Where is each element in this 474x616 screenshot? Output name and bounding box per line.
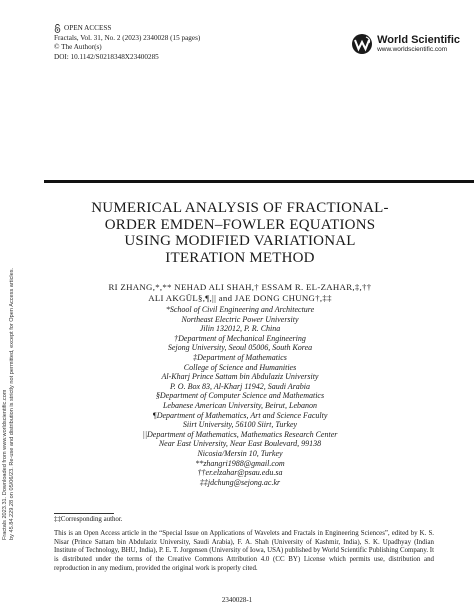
- affiliation-group: [40, 305, 440, 334]
- affiliation-group: [40, 459, 440, 488]
- email-link[interactable]: ††er.elzahar@psau.edu.sa: [197, 468, 283, 478]
- affiliation-group: [40, 391, 440, 410]
- page-number: 2340028-1: [221, 596, 253, 604]
- affiliation-line: P. O. Box 83, Al-Kharj 11942, Saudi Arabia: [169, 381, 311, 391]
- watermark-line-2: by 45.84.229.28 on 05/06/23. Re-use and distribution is strictly not permitted, except for Open Access articles.: [9, 267, 15, 540]
- copyright-line: © The Author(s): [54, 43, 102, 52]
- title-line: USING MODIFIED VARIATIONAL: [124, 233, 356, 249]
- doi-link[interactable]: DOI: 10.1142/S0218348X23400285: [54, 52, 159, 61]
- affiliation-line: Nicosia/Mersin 10, Turkey: [197, 448, 283, 458]
- publisher-name: World Scientific: [377, 34, 460, 46]
- author-list: [40, 282, 440, 303]
- publisher-logo[interactable]: [351, 33, 460, 55]
- affiliation-line: College of Science and Humanities: [183, 362, 297, 372]
- affiliation-line: Al-Kharj Prince Sattam bin Abdulaziz University: [161, 372, 319, 382]
- affiliation-line: Siirt University, 56100 Siirt, Turkey: [182, 420, 298, 430]
- affiliation-line: §Department of Computer Science and Mathematics: [155, 391, 325, 401]
- affiliation-group: [40, 334, 440, 353]
- affiliation-group: [40, 430, 440, 459]
- footnote-rule: [54, 513, 114, 514]
- affiliation-line: Jilin 132012, P. R. China: [199, 324, 281, 334]
- author-line: RI ZHANG,*,** NEHAD ALI SHAH,† ESSAM R. EL-ZAHAR,‡,††: [108, 282, 372, 292]
- open-access-lock-icon: [54, 24, 61, 33]
- affiliation-line: Near East University, Near East Boulevard, 99138: [158, 439, 322, 449]
- publisher-url[interactable]: www.worldscientific.com: [377, 46, 448, 53]
- title-line: ITERATION METHOD: [165, 249, 315, 266]
- journal-meta: [54, 24, 200, 62]
- top-bar: [0, 0, 474, 8]
- affiliation-group: [40, 353, 440, 391]
- affiliation-line: †Department of Mechanical Engineering: [174, 333, 306, 343]
- world-scientific-logo-icon: [351, 33, 373, 55]
- title-line: ORDER EMDEN–FOWLER EQUATIONS: [104, 216, 376, 233]
- email-link[interactable]: ‡‡jdchung@sejong.ac.kr: [199, 477, 281, 487]
- affiliation-line: Lebanese American University, Beirut, Lebanon: [162, 400, 318, 410]
- affiliation-line: *School of Civil Engineering and Architecture: [165, 305, 315, 314]
- journal-line: Fractals, Vol. 31, No. 2 (2023) 2340028 (15 pages): [54, 33, 201, 42]
- email-link[interactable]: **zhangri1988@gmail.com: [195, 458, 285, 468]
- header-rule: [44, 180, 474, 183]
- title-line: NUMERICAL ANALYSIS OF FRACTIONAL-: [91, 200, 389, 216]
- article-title: [40, 200, 440, 266]
- affiliation-line: Sejong University, Seoul 05006, South Korea: [167, 343, 313, 353]
- affiliation-line: Northeast Electric Power University: [181, 314, 299, 324]
- affiliation-group: [40, 411, 440, 430]
- affiliation-line: ¶Department of Mathematics, Art and Science Faculty: [152, 410, 328, 420]
- download-watermark: [2, 180, 24, 540]
- corresponding-author-note: ‡‡Corresponding author.: [54, 516, 123, 523]
- affiliation-list: [40, 305, 440, 487]
- watermark-line-1: Fractals 2023.31. Downloaded from www.worldscientific.com: [2, 389, 8, 540]
- open-access-note: This is an Open Access article in the “Special Issue on Applications of Wavelets and Fractals in Engineering Sciences”, edited by K. S. Nisar (Prince Sattam bin Abdulaziz University, Saudi Arabia), F. A. Shah (University of Kashmir, India), S. K. Upadhyay (Indian Institute of Technology, BHU, India), P. E. T. Jorgensen (University of Iowa, USA) published by World Scientific Publishing Company. It is distributed under the terms of the Creative Commons Attribution 4.0 (CC BY) License which permits use, distribution and reproduction in any medium, provided the original work is properly cited.: [54, 529, 435, 572]
- footnotes: [54, 516, 434, 574]
- author-line: ALI AKGÜL§,¶,|| and JAE DONG CHUNG†,‡‡: [148, 292, 332, 303]
- affiliation-line: ||Department of Mathematics, Mathematics Research Center: [142, 429, 338, 439]
- open-access-label: OPEN ACCESS: [64, 24, 112, 32]
- affiliation-line: ‡Department of Mathematics: [193, 352, 287, 362]
